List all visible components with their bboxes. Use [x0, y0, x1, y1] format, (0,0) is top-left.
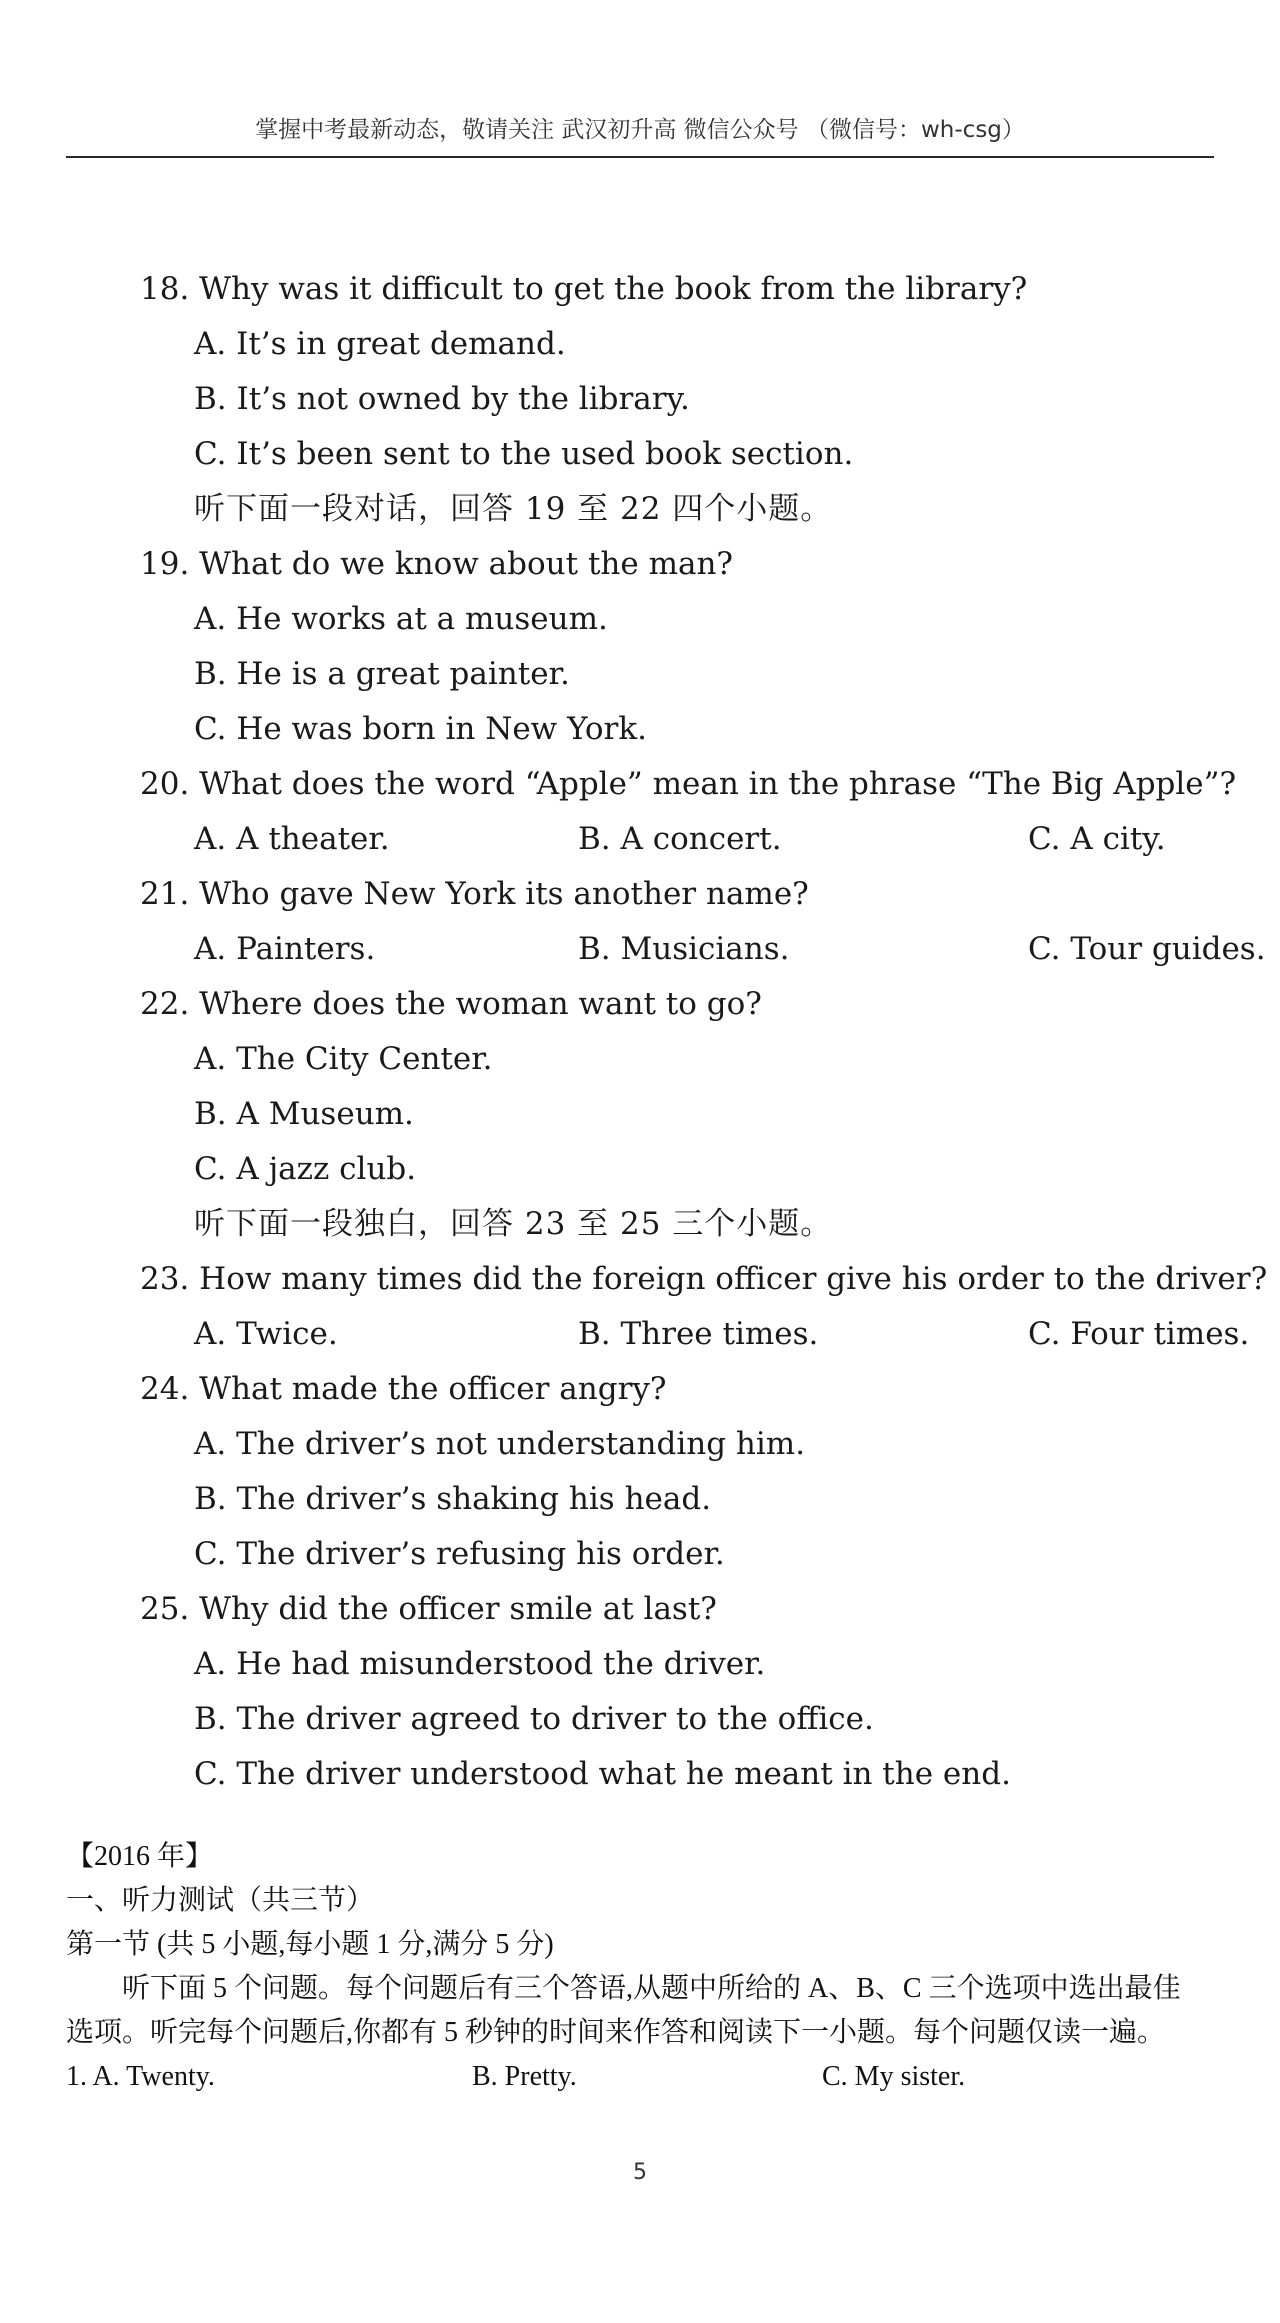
option-21c: C. Tour guides.	[1028, 931, 1266, 967]
option-20c: C. A city.	[1028, 821, 1166, 857]
question-18: 18. Why was it difficult to get the book from the library?	[140, 271, 1028, 307]
header-text: 掌握中考最新动态，敬请关注 武汉初升高 微信公众号 （微信号：wh-csg）	[255, 117, 1025, 143]
option-1a: 1. A. Twenty.	[66, 2061, 215, 2092]
page-number: 5	[633, 2160, 647, 2185]
option-24b: B. The driver’s shaking his head.	[194, 1481, 712, 1517]
question-22: 22. Where does the woman want to go?	[140, 986, 762, 1022]
option-19c: C. He was born in New York.	[194, 711, 647, 747]
question-21: 21. Who gave New York its another name?	[140, 876, 809, 912]
instruction-23-25: 听下面一段独白，回答 23 至 25 三个小题。	[194, 1206, 833, 1242]
question-20: 20. What does the word “Apple” mean in the phrase “The Big Apple”?	[140, 766, 1237, 802]
options-21	[140, 922, 1280, 977]
option-23c: C. Four times.	[1028, 1316, 1250, 1352]
question-24: 24. What made the officer angry?	[140, 1371, 667, 1407]
option-23a: A. Twice.	[194, 1316, 338, 1352]
part-title: 第一节 (共 5 小题,每小题 1 分,满分 5 分)	[66, 1929, 554, 1960]
question-19: 19. What do we know about the man?	[140, 546, 734, 582]
instruction-19-22: 听下面一段对话，回答 19 至 22 四个小题。	[194, 491, 833, 527]
option-21b: B. Musicians.	[578, 931, 790, 967]
scanned-questions	[140, 262, 1280, 1802]
option-24a: A. The driver’s not understanding him.	[194, 1426, 806, 1462]
option-18b: B. It’s not owned by the library.	[194, 381, 690, 417]
option-25a: A. He had misunderstood the driver.	[194, 1646, 766, 1682]
year-heading: 【2016 年】	[66, 1841, 214, 1872]
option-23b: B. Three times.	[578, 1316, 819, 1352]
question-25: 25. Why did the officer smile at last?	[140, 1591, 717, 1627]
instruction-line-2: 选项。听完每个问题后,你都有 5 秒钟的时间来作答和阅读下一小题。每个问题仅读一遍。	[66, 2017, 1166, 2048]
option-20b: B. A concert.	[578, 821, 782, 857]
question-23: 23. How many times did the foreign officer give his order to the driver?	[140, 1261, 1268, 1297]
page-header	[66, 112, 1214, 158]
option-19a: A. He works at a museum.	[194, 601, 608, 637]
options-20	[140, 812, 1280, 867]
option-25b: B. The driver agreed to driver to the office.	[194, 1701, 874, 1737]
option-18c: C. It’s been sent to the used book section.	[194, 436, 854, 472]
option-22a: A. The City Center.	[194, 1041, 493, 1077]
option-22c: C. A jazz club.	[194, 1151, 417, 1187]
option-19b: B. He is a great painter.	[194, 656, 570, 692]
instruction-line-1: 听下面 5 个问题。每个问题后有三个答语,从题中所给的 A、B、C 三个选项中选出最佳	[122, 1973, 1181, 2004]
option-1c: C. My sister.	[822, 2061, 966, 2092]
options-23	[140, 1307, 1280, 1362]
option-21a: A. Painters.	[194, 931, 376, 967]
option-20a: A. A theater.	[194, 821, 390, 857]
option-1b: B. Pretty.	[472, 2061, 577, 2092]
question-1-options	[66, 2055, 1226, 2099]
section-title: 一、听力测试（共三节）	[66, 1885, 375, 1916]
option-25c: C. The driver understood what he meant in the end.	[194, 1756, 1011, 1792]
option-18a: A. It’s in great demand.	[194, 326, 566, 362]
option-22b: B. A Museum.	[194, 1096, 414, 1132]
option-24c: C. The driver’s refusing his order.	[194, 1536, 725, 1572]
section-2016	[66, 1835, 1226, 2099]
